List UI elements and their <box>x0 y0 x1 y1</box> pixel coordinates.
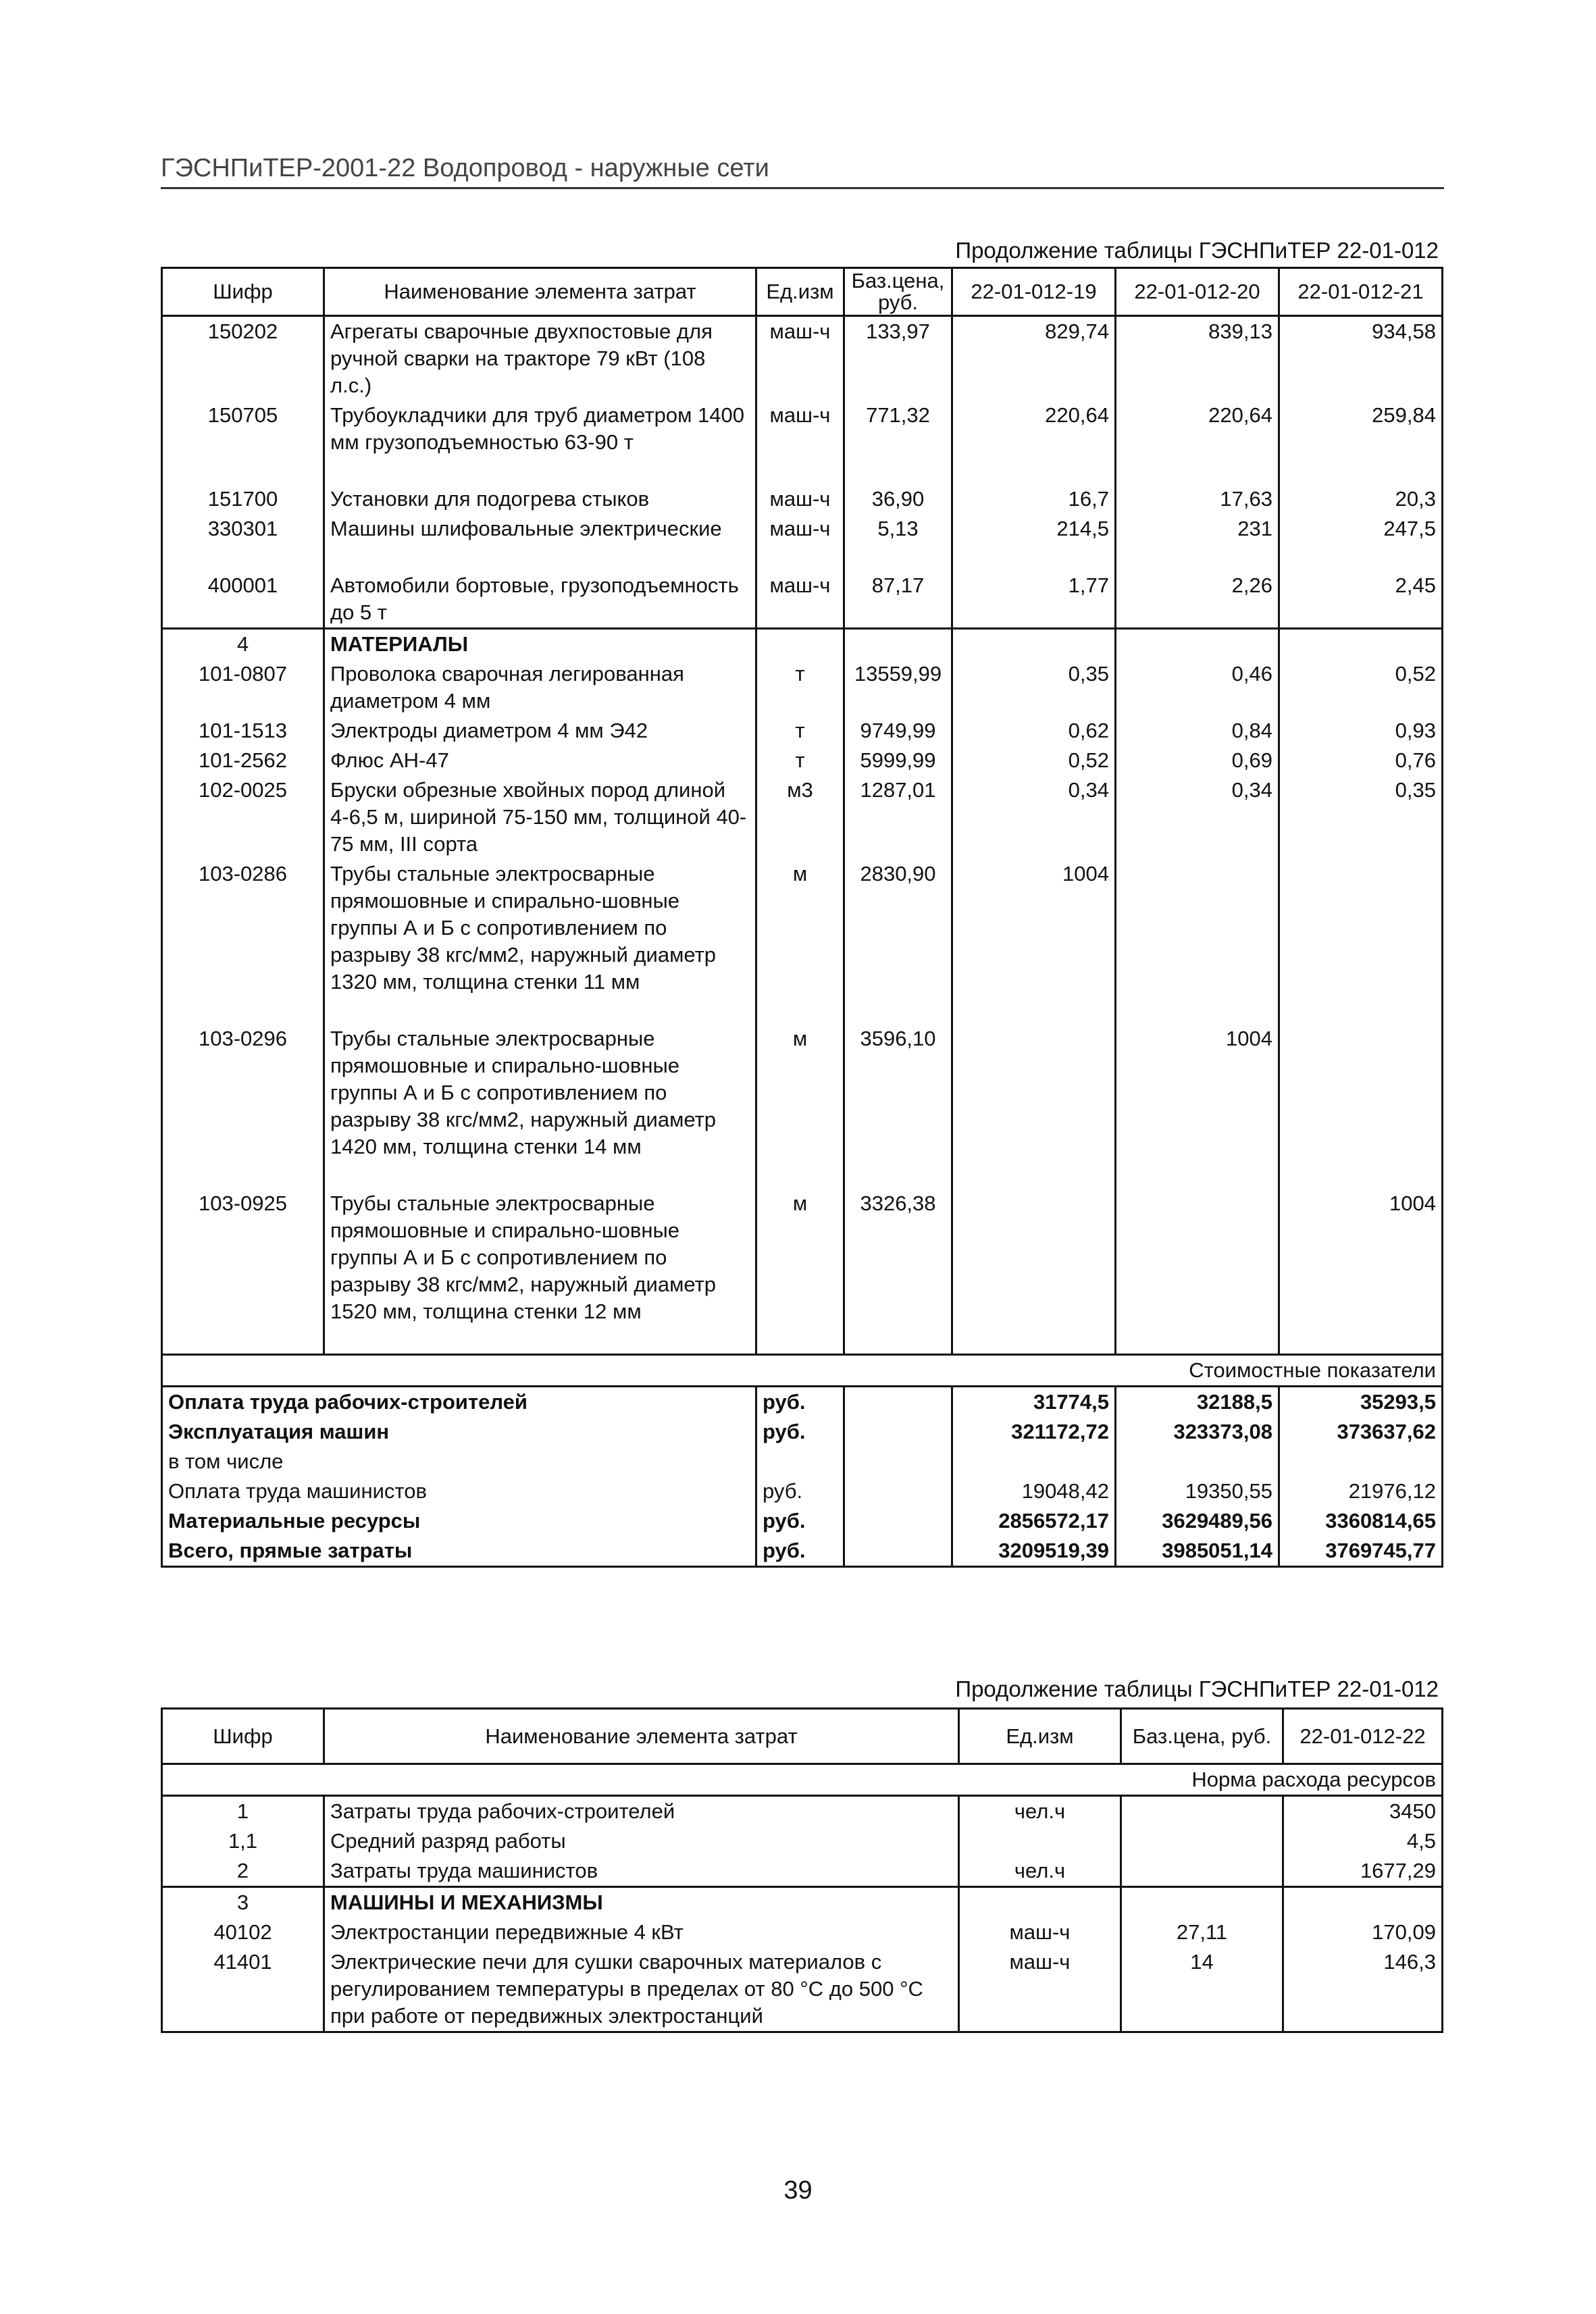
norm-row: Норма расхода ресурсов <box>162 1764 1443 1796</box>
table-row: 101-2562 Флюс АН-47 т 5999,99 0,52 0,69 0,76 <box>162 746 1443 775</box>
table2-caption: Продолжение таблицы ГЭСНПиТЕР 22-01-012 <box>955 1676 1439 1701</box>
table-row: 103-0296 Трубы стальные электросварные прямошовные и спирально-шовные группы А и Б с сопротивлением по разрыву 38 кгс/мм2, наружный диаметр 1420 мм, толщина стенки 14 мм м 3596,10 1004 <box>162 1024 1443 1162</box>
col-22-01-012-19: 22-01-012-19 <box>952 268 1116 316</box>
table-row: 2 Затраты труда машинистов чел.ч 1677,29 <box>162 1856 1443 1887</box>
table-row: 101-1513 Электроды диаметром 4 мм Э42 т 9749,99 0,62 0,84 0,93 <box>162 716 1443 746</box>
cost-indicators-row: Стоимостные показатели <box>162 1355 1443 1387</box>
spacer-row <box>162 457 1443 484</box>
cost-row: Материальные ресурсы руб. 2856572,17 3629489,56 3360814,65 <box>162 1506 1443 1536</box>
header-rule <box>161 187 1444 189</box>
table-row: 1 Затраты труда рабочих-строителей чел.ч 3450 <box>162 1796 1443 1827</box>
table-row: 150202 Агрегаты сварочные двухпостовые для ручной сварки на тракторе 79 кВт (108 л.с.) маш-ч 133,97 829,74 839,13 934,58 <box>162 316 1443 401</box>
col-name: Наименование элемента затрат <box>324 268 756 316</box>
resource-table-2 <box>161 1707 1443 2033</box>
table-row: 400001 Автомобили бортовые, грузоподъемность до 5 т маш-ч 87,17 1,77 2,26 2,45 <box>162 571 1443 629</box>
col-price: Баз.цена, руб. <box>844 268 952 316</box>
table-row: 1,1 Средний разряд работы 4,5 <box>162 1826 1443 1856</box>
table-row: 102-0025 Бруски обрезные хвойных пород длиной 4-6,5 м, шириной 75-150 мм, толщиной 40-75 мм, III сорта м3 1287,01 0,34 0,34 0,35 <box>162 775 1443 859</box>
cost-row: в том числе <box>162 1447 1443 1476</box>
table-row: 151700 Установки для подогрева стыков маш-ч 36,90 16,7 17,63 20,3 <box>162 484 1443 514</box>
col-price: Баз.цена, руб. <box>1121 1709 1283 1764</box>
page-header: ГЭСНПиТЕР-2001-22 Водопровод - наружные сети <box>161 154 769 182</box>
table-row: 103-0925 Трубы стальные электросварные прямошовные и спирально-шовные группы А и Б с сопротивлением по разрыву 38 кгс/мм2, наружный диаметр 1520 мм, толщина стенки 12 мм м 3326,38 1004 <box>162 1189 1443 1327</box>
table-header-row <box>162 1709 1443 1764</box>
spacer-row <box>162 997 1443 1024</box>
col-name: Наименование элемента затрат <box>324 1709 959 1764</box>
col-code: Шифр <box>162 268 324 316</box>
table-row: 101-0807 Проволока сварочная легированная диаметром 4 мм т 13559,99 0,35 0,46 0,52 <box>162 659 1443 716</box>
table-header-row <box>162 268 1443 316</box>
page-number: 39 <box>783 2176 813 2205</box>
section-row-materials: 4 МАТЕРИАЛЫ <box>162 629 1443 660</box>
col-22-01-012-22: 22-01-012-22 <box>1283 1709 1443 1764</box>
col-22-01-012-21: 22-01-012-21 <box>1279 268 1443 316</box>
cost-row: Оплата труда рабочих-строителей руб. 31774,5 32188,5 35293,5 <box>162 1387 1443 1418</box>
table-row: 330301 Машины шлифовальные электрические маш-ч 5,13 214,5 231 247,5 <box>162 514 1443 544</box>
resource-table-1 <box>161 267 1443 1568</box>
spacer-row <box>162 544 1443 571</box>
cost-row: Оплата труда машинистов руб. 19048,42 19350,55 21976,12 <box>162 1476 1443 1506</box>
section-row-machines: 3 МАШИНЫ И МЕХАНИЗМЫ <box>162 1887 1443 1918</box>
table-row: 40102 Электростанции передвижные 4 кВт маш-ч 27,11 170,09 <box>162 1918 1443 1947</box>
cost-row: Всего, прямые затраты руб. 3209519,39 3985051,14 3769745,77 <box>162 1536 1443 1567</box>
table-row: 150705 Трубоукладчики для труб диаметром 1400 мм грузоподъемностью 63-90 т маш-ч 771,32 220,64 220,64 259,84 <box>162 401 1443 457</box>
cost-row: Эксплуатация машин руб. 321172,72 323373,08 373637,62 <box>162 1417 1443 1447</box>
spacer-row <box>162 1162 1443 1189</box>
table-row: 103-0286 Трубы стальные электросварные прямошовные и спирально-шовные группы А и Б с сопротивлением по разрыву 38 кгс/мм2, наружный диаметр 1320 мм, толщина стенки 11 мм м 2830,90 1004 <box>162 859 1443 997</box>
col-unit: Ед.изм <box>756 268 844 316</box>
col-code: Шифр <box>162 1709 324 1764</box>
col-22-01-012-20: 22-01-012-20 <box>1116 268 1279 316</box>
table-row: 41401 Электрические печи для сушки сварочных материалов с регулированием температуры в пределах от 80 °С до 500 °С при работе от передвижных электростанций маш-ч 14 146,3 <box>162 1947 1443 2032</box>
table1-caption: Продолжение таблицы ГЭСНПиТЕР 22-01-012 <box>955 238 1439 263</box>
spacer-row <box>162 1327 1443 1355</box>
col-unit: Ед.изм <box>959 1709 1121 1764</box>
